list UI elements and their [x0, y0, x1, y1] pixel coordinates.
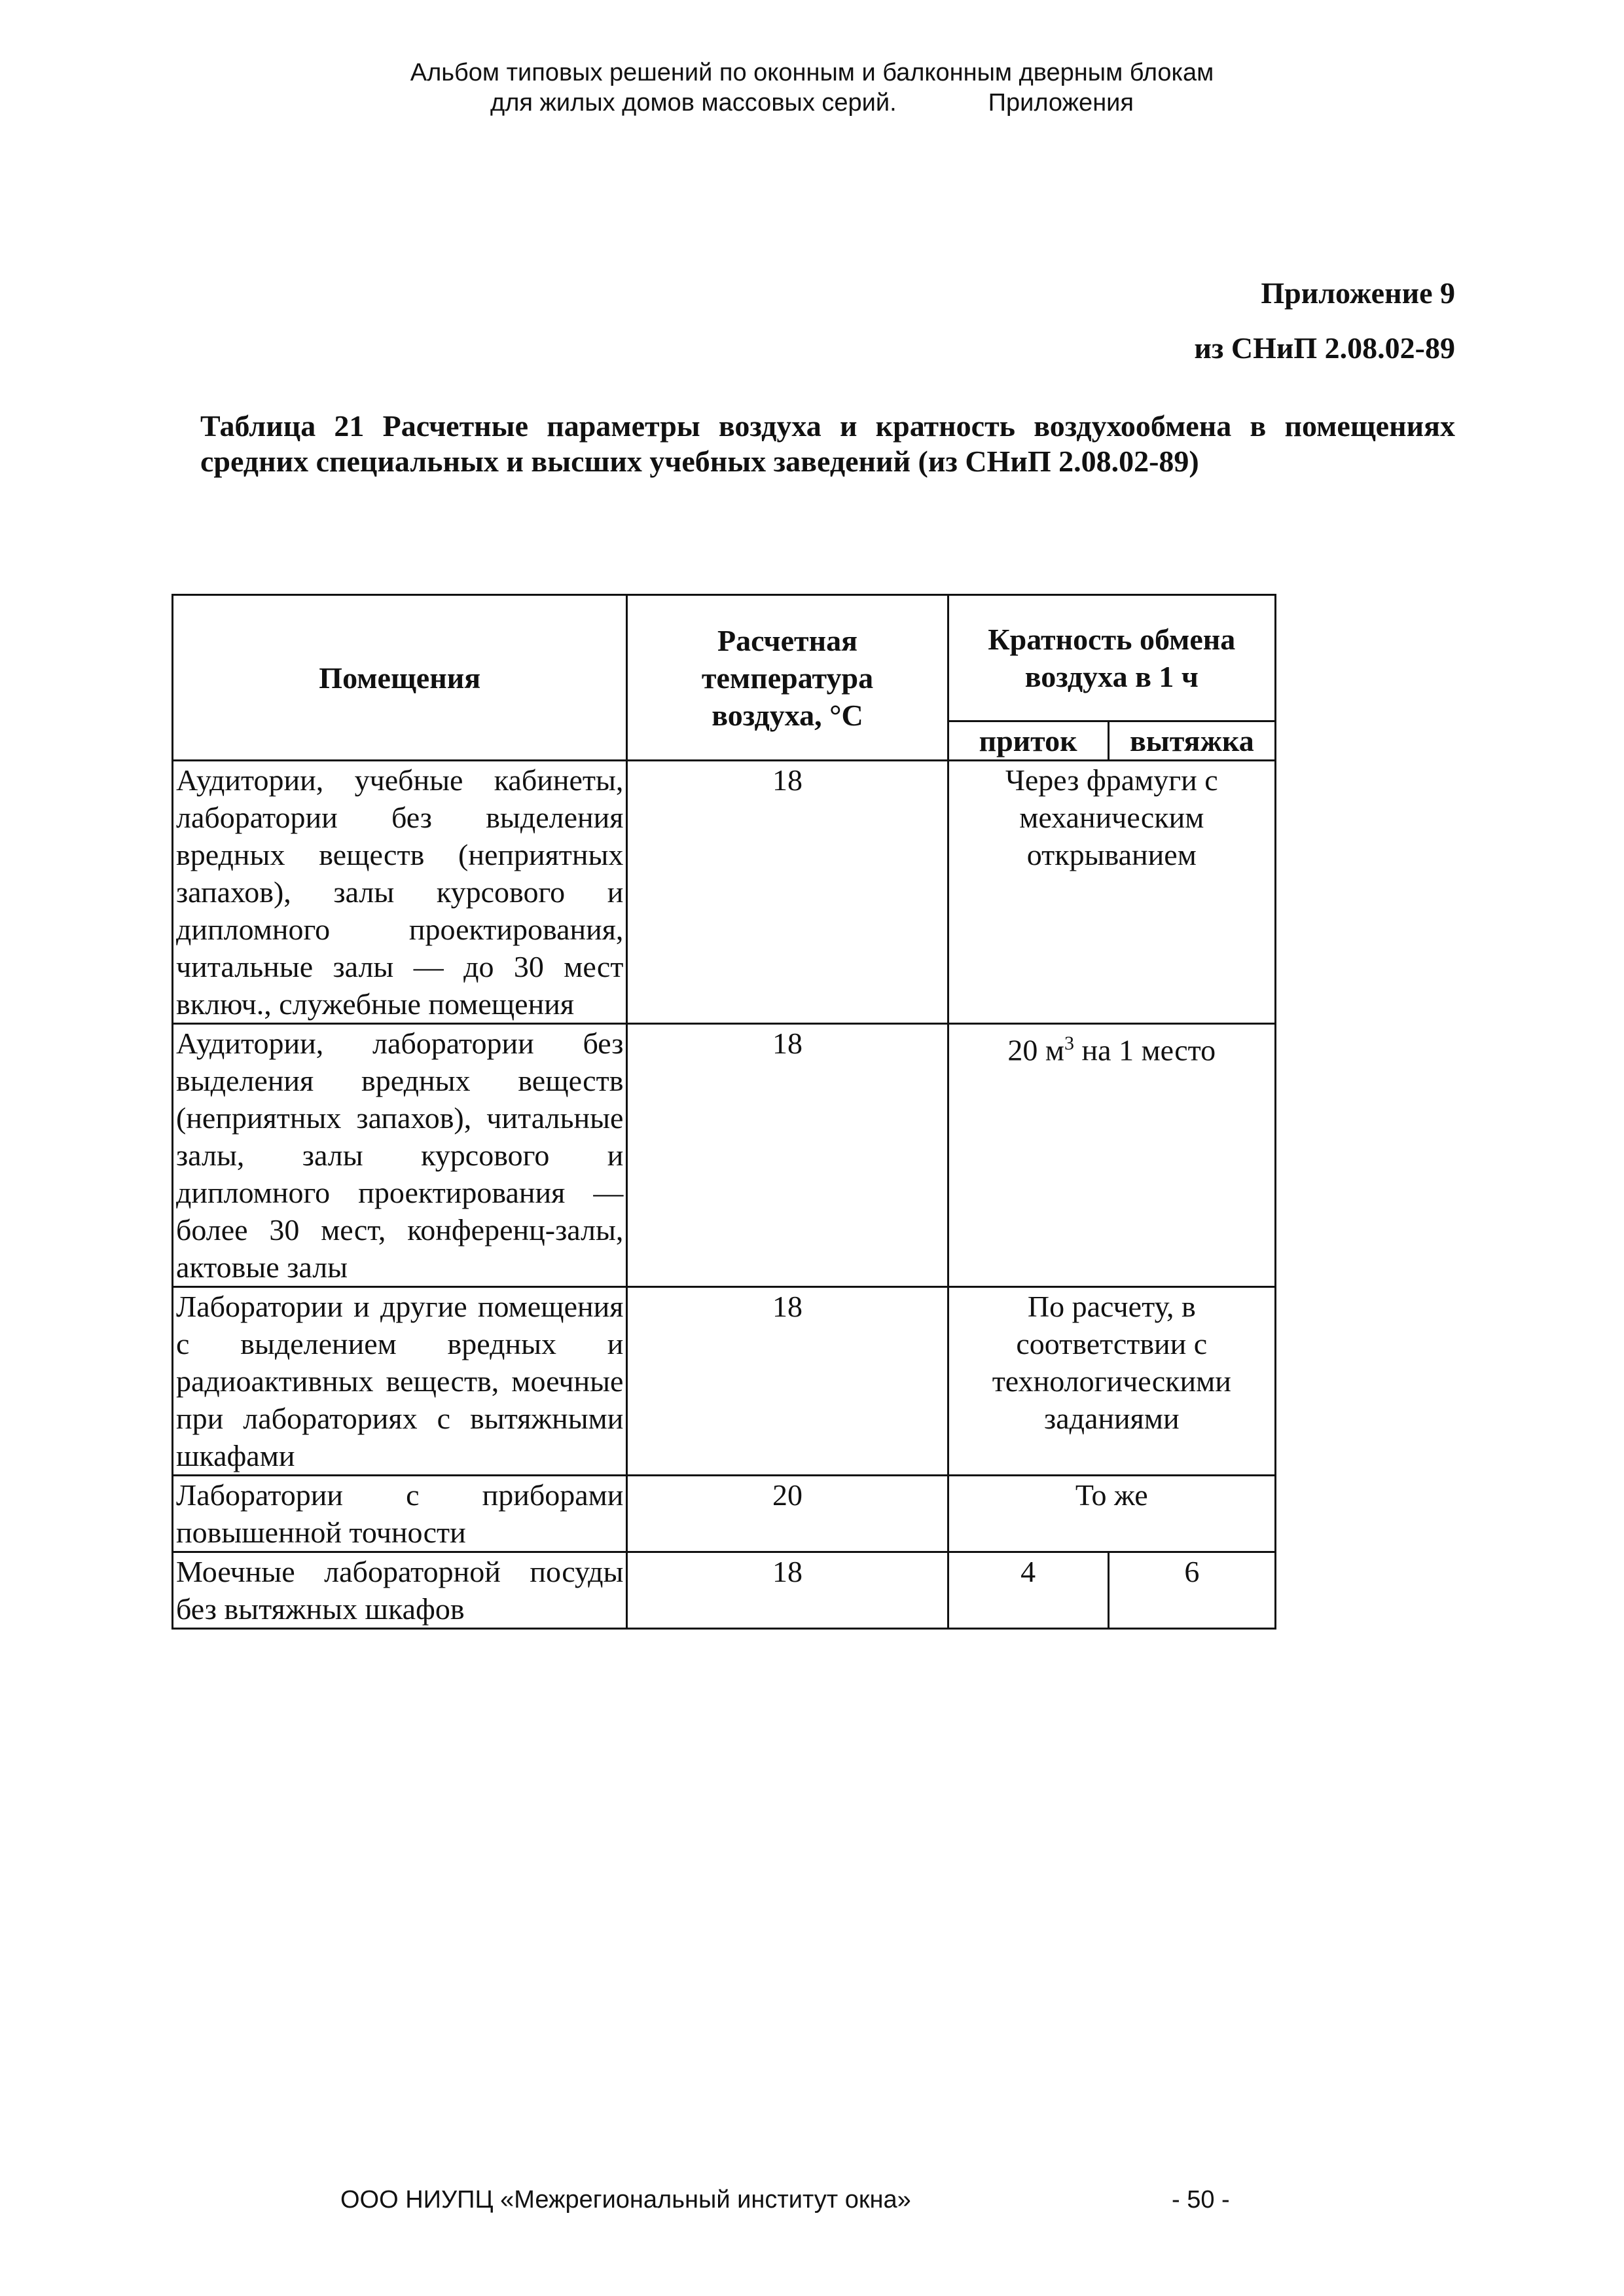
row-temperature: 18: [627, 1552, 948, 1629]
row-temperature: 18: [627, 1024, 948, 1287]
exchange-suffix: на 1 место: [1074, 1033, 1216, 1067]
running-header-right: Приложения: [988, 89, 1134, 117]
row-room: Аудитории, лаборатории без выделения вредных веществ (неприятных запахов), читальные залы, залы курсового и дипломного проектирования — более 30 мест, конференц-залы, актовые залы: [173, 1024, 627, 1287]
page-number: - 50 -: [1172, 2186, 1230, 2214]
appendix-source: из СНиП 2.08.02-89: [1194, 331, 1455, 365]
table-row: [173, 1476, 1276, 1552]
header-temperature: Расчетная температура воздуха, °С: [627, 595, 948, 761]
header-rooms: Помещения: [173, 595, 627, 761]
footer-organization: ООО НИУПЦ «Межрегиональный институт окна»: [340, 2186, 911, 2214]
air-parameters-table: [171, 594, 1276, 1630]
row-exchange: Через фрамуги с механическим открыванием: [948, 761, 1275, 1024]
row-room: Моечные лабораторной посуды без вытяжных шкафов: [173, 1552, 627, 1629]
row-supply: 4: [948, 1552, 1108, 1629]
row-temperature: 18: [627, 1287, 948, 1476]
table-caption: Таблица 21 Расчетные параметры воздуха и кратность воздухообмена в помещениях средних специальных и высших учебных заведений (из СНиП 2.08.02-89): [200, 409, 1455, 478]
row-room: Лаборатории и другие помещения с выделением вредных и радиоактивных веществ, моечные при лабораториях с вытяжными шкафами: [173, 1287, 627, 1476]
table-row: [173, 1287, 1276, 1476]
header-exhaust: вытяжка: [1108, 721, 1275, 761]
row-exchange: [948, 1024, 1275, 1287]
table-row: [173, 1024, 1276, 1287]
row-room: Лаборатории с приборами повышенной точности: [173, 1476, 627, 1552]
table-header-row: [173, 595, 1276, 721]
running-header-line2: [0, 88, 1624, 118]
table-row: [173, 1552, 1276, 1629]
header-exchange: Кратность обмена воздуха в 1 ч: [948, 595, 1275, 721]
row-temperature: 20: [627, 1476, 948, 1552]
table-row: [173, 761, 1276, 1024]
exchange-superscript: 3: [1064, 1032, 1075, 1054]
row-exchange: По расчету, в соответствии с технологическими заданиями: [948, 1287, 1275, 1476]
row-room: Аудитории, учебные кабинеты, лаборатории без выделения вредных веществ (неприятных запахов), залы курсового и дипломного проектирования, читальные залы — до 30 мест включ., служебные помещения: [173, 761, 627, 1024]
running-header-line1: Альбом типовых решений по оконным и балконным дверным блокам: [410, 59, 1214, 86]
row-exchange: То же: [948, 1476, 1275, 1552]
header-supply: приток: [948, 721, 1108, 761]
appendix-title: Приложение 9: [1261, 276, 1455, 310]
row-temperature: 18: [627, 761, 948, 1024]
row-exhaust: 6: [1108, 1552, 1275, 1629]
exchange-value: 20 м: [1007, 1033, 1065, 1067]
running-header-left: для жилых домов массовых серий.: [490, 89, 897, 117]
